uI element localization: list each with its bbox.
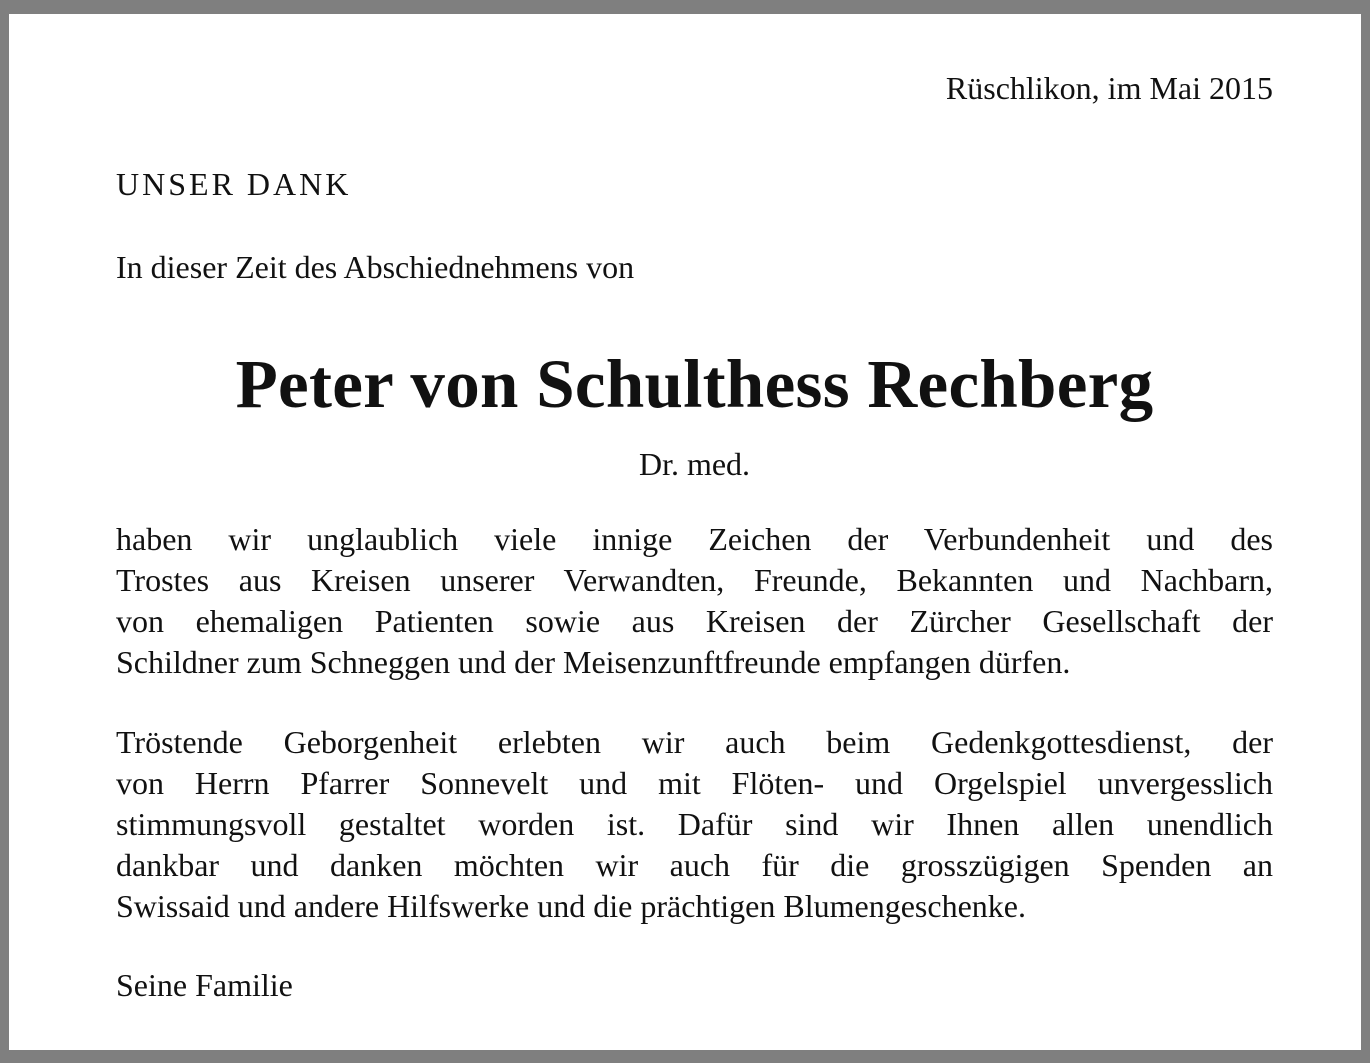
signature: Seine Familie: [116, 967, 293, 1003]
paragraph-line: Tröstende Geborgenheit erlebten wir auch beim Gedenkgottesdienst, der: [116, 724, 1273, 760]
place-date: Rüschlikon, im Mai 2015: [945, 70, 1273, 106]
paragraph-line: von ehemaligen Patienten sowie aus Kreisen der Zürcher Gesellschaft der: [116, 603, 1273, 639]
paragraph-line: stimmungsvoll gestaltet worden ist. Dafür sind wir Ihnen allen unendlich: [116, 806, 1273, 842]
paragraph-line: dankbar und danken möchten wir auch für die grosszügigen Spenden an: [116, 847, 1273, 883]
deceased-name: Peter von Schulthess Rechberg: [235, 346, 1154, 422]
thanks-paragraph-1: [116, 519, 1273, 683]
thanks-paragraph-2: [116, 722, 1273, 927]
academic-title: Dr. med.: [638, 446, 751, 482]
notice-heading: UNSER DANK: [116, 166, 352, 202]
paragraph-line: Swissaid und andere Hilfswerke und die prächtigen Blumengeschenke.: [116, 888, 1026, 924]
paragraph-line: Schildner zum Schneggen und der Meisenzunftfreunde empfangen dürfen.: [116, 644, 1071, 680]
paragraph-line: von Herrn Pfarrer Sonnevelt und mit Flöten- und Orgelspiel unvergesslich: [116, 765, 1273, 801]
intro-text: In dieser Zeit des Abschiednehmens von: [116, 249, 635, 285]
paragraph-line: Trostes aus Kreisen unserer Verwandten, Freunde, Bekannten und Nachbarn,: [116, 562, 1273, 598]
paragraph-line: haben wir unglaublich viele innige Zeichen der Verbundenheit und des: [116, 521, 1273, 557]
